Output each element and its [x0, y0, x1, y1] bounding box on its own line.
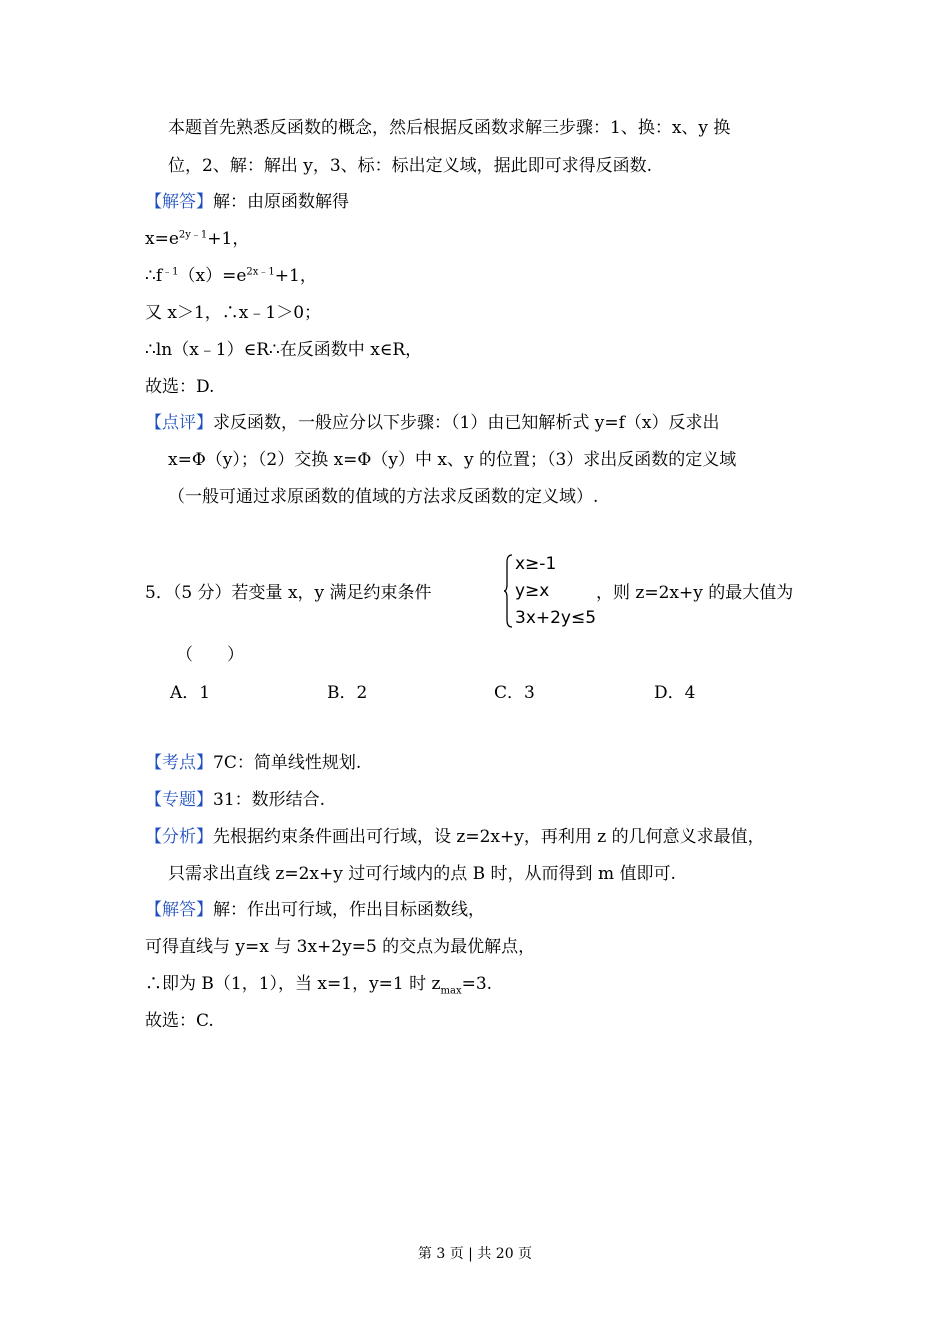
option-c: C．3 [494, 683, 535, 703]
solution-text: ∴即为 B（1，1），当 x=1，y=1 时 z [145, 974, 441, 994]
left-brace-icon [503, 554, 513, 628]
review-line-2: x=Φ（y）；（2）交换 x=Φ（y）中 x、y 的位置；（3）求出反函数的定义域 [168, 450, 737, 470]
condition-line: 又 x＞1，∴x﹣1＞0； [145, 303, 322, 323]
solution-text-2: 可得直线与 y=x 与 3x+2y=5 的交点为最优解点， [145, 937, 536, 957]
subject-text: 31：数形结合. [213, 790, 326, 810]
eq-superscript: ﹣1 [162, 266, 179, 278]
options-row [0, 681, 950, 705]
eq-exponent: 2x﹣1 [246, 266, 275, 278]
analysis-line-2: 位，2、解：解出 y，3、标：标出定义域，据此即可求得反函数. [168, 156, 653, 176]
eq-exponent: 2y﹣1 [178, 229, 208, 241]
choice-line: 故选：D. [145, 377, 215, 397]
eq-text: x=e [145, 229, 179, 249]
review-line-3: （一般可通过求原函数的值域的方法求反函数的定义域）. [168, 487, 599, 507]
analysis-tag: 【分析】 [145, 827, 213, 847]
answer-parens: （ ） [176, 645, 244, 665]
option-a: A．1 [170, 683, 211, 703]
equation-inverse [145, 264, 317, 288]
analysis-text-2: 只需求出直线 z=2x+y 过可行域内的点 B 时，从而得到 m 值即可. [168, 864, 676, 884]
eq-text: ∴f [145, 266, 163, 286]
review-line-1: 求反函数，一般应分以下步骤：（1）由已知解析式 y=f（x）反求出 [213, 413, 720, 433]
solution-text-1: 解：作出可行域，作出目标函数线， [213, 900, 485, 920]
option-b: B．2 [327, 683, 368, 703]
option-d: D．4 [654, 683, 696, 703]
topic-text: 7C：简单线性规划. [213, 753, 362, 773]
solution-heading [145, 898, 485, 922]
q5-stem-left: 5．（5 分）若变量 x，y 满足约束条件 [145, 583, 432, 603]
solution-tag: 【解答】 [145, 900, 213, 920]
answer-intro: 解：由原函数解得 [213, 192, 349, 212]
constraint-2: y≥x [515, 581, 550, 601]
range-line: ∴ln（x﹣1）∈R∴在反函数中 x∈R， [145, 340, 423, 360]
solution-text: =3. [461, 974, 493, 994]
analysis-text-1: 先根据约束条件画出可行域，设 z=2x+y，再利用 z 的几何意义求最值， [213, 827, 765, 847]
subject-tag: 【专题】 [145, 790, 213, 810]
constraint-system [503, 552, 597, 632]
review-tag: 【点评】 [145, 413, 213, 433]
equation-x [145, 227, 249, 251]
answer-heading [145, 190, 349, 214]
page-footer: 第 3 页 | 共 20 页 [417, 1246, 533, 1262]
final-choice: 故选：C. [145, 1011, 214, 1031]
constraint-1: x≥-1 [515, 554, 557, 574]
topic-line [145, 751, 361, 775]
review-heading [145, 411, 719, 435]
constraint-3: 3x+2y≤5 [515, 608, 597, 628]
eq-text: +1， [274, 266, 317, 286]
max-subscript: max [440, 985, 462, 997]
q5-stem-right: ，则 z=2x+y 的最大值为 [596, 583, 794, 603]
topic-tag: 【考点】 [145, 753, 213, 773]
analysis-heading [145, 825, 765, 849]
eq-text: （x）=e [178, 266, 247, 286]
eq-text: +1， [207, 229, 250, 249]
analysis-line-1: 本题首先熟悉反函数的概念，然后根据反函数求解三步骤：1、换：x、y 换 [168, 118, 731, 138]
solution-text-3 [145, 972, 492, 996]
answer-tag: 【解答】 [145, 192, 213, 212]
subject-line [145, 788, 325, 812]
